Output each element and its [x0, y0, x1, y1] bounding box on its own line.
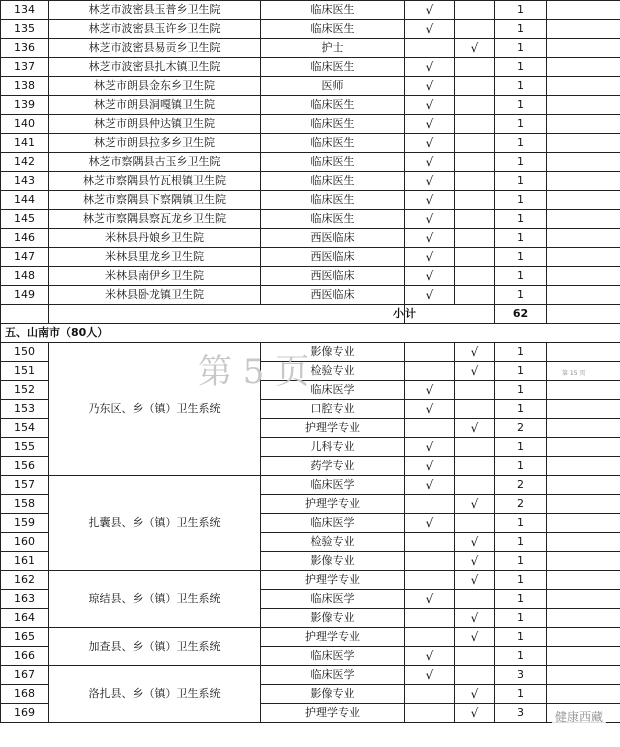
row-number-cell: 161	[1, 552, 49, 571]
headcount-cell: 2	[495, 495, 547, 514]
post-name-cell: 西医临床	[261, 229, 405, 248]
row-number-cell: 151	[1, 362, 49, 381]
note-cell	[547, 229, 620, 248]
row-number-cell: 162	[1, 571, 49, 590]
unit-name-cell: 林芝市察隅县竹瓦根镇卫生院	[49, 172, 261, 191]
row-number-cell: 145	[1, 210, 49, 229]
row-number-cell: 154	[1, 419, 49, 438]
table-row	[1, 115, 620, 134]
check-cell-a: √	[405, 77, 455, 96]
check-cell-b	[455, 400, 495, 419]
headcount-cell: 3	[495, 666, 547, 685]
headcount-cell: 1	[495, 628, 547, 647]
section-header-row	[1, 324, 620, 343]
post-name-cell: 护士	[261, 39, 405, 58]
table-row	[1, 248, 620, 267]
check-cell-b: √	[455, 362, 495, 381]
headcount-cell: 1	[495, 191, 547, 210]
check-cell-a: √	[405, 172, 455, 191]
headcount-cell: 1	[495, 172, 547, 191]
check-cell-a	[405, 628, 455, 647]
table-row	[1, 210, 620, 229]
check-cell-b: √	[455, 533, 495, 552]
unit-group-cell: 乃东区、乡（镇）卫生系统	[49, 343, 261, 476]
check-cell-a: √	[405, 191, 455, 210]
check-cell-b	[455, 381, 495, 400]
row-number-cell: 164	[1, 609, 49, 628]
row-number-cell: 163	[1, 590, 49, 609]
post-name-cell: 临床医学	[261, 476, 405, 495]
unit-name-cell: 林芝市朗县金东乡卫生院	[49, 77, 261, 96]
note-cell	[547, 666, 620, 685]
headcount-cell: 1	[495, 457, 547, 476]
headcount-cell: 1	[495, 286, 547, 305]
check-cell-b	[455, 267, 495, 286]
headcount-cell: 1	[495, 115, 547, 134]
headcount-cell: 1	[495, 552, 547, 571]
table-body	[1, 1, 620, 723]
row-number-cell: 165	[1, 628, 49, 647]
row-number-cell: 134	[1, 1, 49, 20]
wechat-source-badge: 健康西藏	[552, 708, 606, 725]
note-cell	[547, 419, 620, 438]
unit-name-cell: 林芝市波密县玉普乡卫生院	[49, 1, 261, 20]
check-cell-a	[405, 362, 455, 381]
post-name-cell: 检验专业	[261, 533, 405, 552]
check-cell-b	[455, 191, 495, 210]
headcount-cell: 1	[495, 362, 547, 381]
note-cell	[547, 267, 620, 286]
row-number-cell: 147	[1, 248, 49, 267]
note-cell	[547, 96, 620, 115]
check-cell-a: √	[405, 115, 455, 134]
unit-group-cell: 琼结县、乡（镇）卫生系统	[49, 571, 261, 628]
check-cell-b	[455, 96, 495, 115]
check-cell-a: √	[405, 438, 455, 457]
check-cell-a: √	[405, 153, 455, 172]
headcount-cell: 1	[495, 438, 547, 457]
headcount-cell: 2	[495, 419, 547, 438]
check-cell-a: √	[405, 286, 455, 305]
row-number-cell: 150	[1, 343, 49, 362]
table-row	[1, 343, 620, 362]
headcount-cell: 1	[495, 590, 547, 609]
headcount-cell: 1	[495, 533, 547, 552]
post-name-cell: 临床医生	[261, 172, 405, 191]
check-cell-a: √	[405, 229, 455, 248]
check-cell-a: √	[405, 20, 455, 39]
unit-name-cell: 林芝市朗县洞嘎镇卫生院	[49, 96, 261, 115]
note-cell	[547, 191, 620, 210]
check-cell-a: √	[405, 457, 455, 476]
unit-name-cell: 林芝市察隅县古玉乡卫生院	[49, 153, 261, 172]
note-cell	[547, 153, 620, 172]
note-cell	[547, 343, 620, 362]
table-row	[1, 20, 620, 39]
check-cell-b	[455, 20, 495, 39]
post-name-cell: 护理学专业	[261, 495, 405, 514]
headcount-cell: 1	[495, 96, 547, 115]
row-number-cell: 157	[1, 476, 49, 495]
check-cell-a: √	[405, 514, 455, 533]
headcount-cell: 3	[495, 704, 547, 723]
post-name-cell: 护理学专业	[261, 704, 405, 723]
headcount-cell: 1	[495, 58, 547, 77]
check-cell-b	[455, 286, 495, 305]
table-row	[1, 628, 620, 647]
note-cell	[547, 134, 620, 153]
table-row	[1, 191, 620, 210]
check-cell-b	[455, 666, 495, 685]
note-cell	[547, 381, 620, 400]
post-name-cell: 医师	[261, 77, 405, 96]
post-name-cell: 药学专业	[261, 457, 405, 476]
check-cell-a	[405, 552, 455, 571]
post-name-cell: 影像专业	[261, 552, 405, 571]
table-row	[1, 39, 620, 58]
unit-name-cell: 林芝市察隅县察瓦龙乡卫生院	[49, 210, 261, 229]
unit-group-cell: 洛扎县、乡（镇）卫生系统	[49, 666, 261, 723]
check-cell-a: √	[405, 400, 455, 419]
row-number-cell: 167	[1, 666, 49, 685]
post-name-cell: 临床医生	[261, 1, 405, 20]
check-cell-a	[405, 419, 455, 438]
post-name-cell: 护理学专业	[261, 419, 405, 438]
table-row	[1, 96, 620, 115]
post-name-cell: 西医临床	[261, 286, 405, 305]
row-number-cell: 149	[1, 286, 49, 305]
check-cell-b	[455, 58, 495, 77]
check-cell-b: √	[455, 419, 495, 438]
note-cell	[547, 457, 620, 476]
table-row	[1, 153, 620, 172]
check-cell-a: √	[405, 590, 455, 609]
table-row	[1, 172, 620, 191]
headcount-cell: 1	[495, 571, 547, 590]
post-name-cell: 临床医生	[261, 58, 405, 77]
section-title-cell: 五、山南市（80人）	[1, 324, 620, 343]
note-cell	[547, 305, 620, 324]
headcount-cell: 1	[495, 1, 547, 20]
post-name-cell: 临床医学	[261, 666, 405, 685]
subtotal-label-cell-b: 计	[405, 305, 495, 324]
check-cell-a	[405, 495, 455, 514]
unit-name-cell: 米林县南伊乡卫生院	[49, 267, 261, 286]
note-cell	[547, 438, 620, 457]
note-cell	[547, 248, 620, 267]
check-cell-a: √	[405, 666, 455, 685]
check-cell-a	[405, 685, 455, 704]
check-cell-b	[455, 134, 495, 153]
row-number-cell: 136	[1, 39, 49, 58]
check-cell-b	[455, 229, 495, 248]
check-cell-b: √	[455, 704, 495, 723]
note-cell	[547, 210, 620, 229]
check-cell-b	[455, 248, 495, 267]
headcount-cell: 1	[495, 210, 547, 229]
note-cell	[547, 58, 620, 77]
post-name-cell: 临床医生	[261, 20, 405, 39]
note-cell	[547, 609, 620, 628]
row-number-cell: 142	[1, 153, 49, 172]
row-number-cell: 146	[1, 229, 49, 248]
subtotal-value-cell: 62	[495, 305, 547, 324]
check-cell-a: √	[405, 1, 455, 20]
check-cell-b	[455, 590, 495, 609]
check-cell-b	[455, 77, 495, 96]
post-name-cell: 临床医学	[261, 590, 405, 609]
headcount-cell: 1	[495, 153, 547, 172]
post-name-cell: 影像专业	[261, 685, 405, 704]
note-cell	[547, 685, 620, 704]
row-number-cell: 144	[1, 191, 49, 210]
headcount-cell: 1	[495, 343, 547, 362]
post-name-cell: 临床医学	[261, 647, 405, 666]
post-name-cell: 儿科专业	[261, 438, 405, 457]
check-cell-a: √	[405, 96, 455, 115]
headcount-cell: 1	[495, 609, 547, 628]
subtotal-row	[1, 305, 620, 324]
note-cell	[547, 77, 620, 96]
check-cell-b: √	[455, 552, 495, 571]
note-cell	[547, 514, 620, 533]
check-cell-a: √	[405, 58, 455, 77]
unit-name-cell: 林芝市波密县易贡乡卫生院	[49, 39, 261, 58]
row-number-cell: 152	[1, 381, 49, 400]
note-cell	[547, 20, 620, 39]
row-number-cell: 139	[1, 96, 49, 115]
table-row	[1, 58, 620, 77]
row-number-cell: 140	[1, 115, 49, 134]
note-cell	[547, 552, 620, 571]
headcount-cell: 1	[495, 77, 547, 96]
post-name-cell: 临床医生	[261, 191, 405, 210]
table-row	[1, 229, 620, 248]
row-number-cell: 143	[1, 172, 49, 191]
row-number-cell: 135	[1, 20, 49, 39]
table-row	[1, 1, 620, 20]
note-cell	[547, 400, 620, 419]
unit-group-cell: 加查县、乡（镇）卫生系统	[49, 628, 261, 666]
check-cell-a: √	[405, 210, 455, 229]
headcount-cell: 1	[495, 248, 547, 267]
post-name-cell: 影像专业	[261, 343, 405, 362]
unit-name-cell: 林芝市波密县玉许乡卫生院	[49, 20, 261, 39]
headcount-cell: 1	[495, 20, 547, 39]
row-number-cell: 155	[1, 438, 49, 457]
headcount-cell: 2	[495, 476, 547, 495]
check-cell-b	[455, 647, 495, 666]
note-cell	[547, 286, 620, 305]
row-number-cell: 141	[1, 134, 49, 153]
check-cell-b	[455, 172, 495, 191]
note-cell	[547, 1, 620, 20]
post-name-cell: 临床医学	[261, 381, 405, 400]
check-cell-a: √	[405, 476, 455, 495]
row-number-cell: 158	[1, 495, 49, 514]
table-row	[1, 134, 620, 153]
row-number-cell: 138	[1, 77, 49, 96]
check-cell-a	[405, 39, 455, 58]
check-cell-a	[405, 343, 455, 362]
headcount-cell: 1	[495, 685, 547, 704]
page-number-label: 第 15 页	[562, 370, 586, 377]
unit-group-cell: 扎囊县、乡（镇）卫生系统	[49, 476, 261, 571]
check-cell-a	[405, 704, 455, 723]
row-number-cell: 153	[1, 400, 49, 419]
post-name-cell: 临床医生	[261, 153, 405, 172]
note-cell	[547, 628, 620, 647]
note-cell	[547, 476, 620, 495]
headcount-cell: 1	[495, 400, 547, 419]
check-cell-b	[455, 514, 495, 533]
headcount-cell: 1	[495, 267, 547, 286]
post-name-cell: 临床医生	[261, 134, 405, 153]
note-cell	[547, 39, 620, 58]
post-name-cell: 临床医生	[261, 115, 405, 134]
check-cell-b	[455, 115, 495, 134]
check-cell-b: √	[455, 628, 495, 647]
row-number-cell: 159	[1, 514, 49, 533]
headcount-cell: 1	[495, 39, 547, 58]
check-cell-a: √	[405, 248, 455, 267]
check-cell-b	[455, 153, 495, 172]
row-number-cell: 148	[1, 267, 49, 286]
check-cell-b	[455, 210, 495, 229]
row-number-cell: 169	[1, 704, 49, 723]
post-name-cell: 检验专业	[261, 362, 405, 381]
check-cell-b: √	[455, 571, 495, 590]
post-name-cell: 护理学专业	[261, 628, 405, 647]
note-cell	[547, 172, 620, 191]
post-name-cell: 影像专业	[261, 609, 405, 628]
note-cell	[547, 115, 620, 134]
post-name-cell: 护理学专业	[261, 571, 405, 590]
post-name-cell: 口腔专业	[261, 400, 405, 419]
row-number-cell: 156	[1, 457, 49, 476]
unit-name-cell: 米林县丹娘乡卫生院	[49, 229, 261, 248]
check-cell-a: √	[405, 134, 455, 153]
table-row	[1, 286, 620, 305]
check-cell-b: √	[455, 609, 495, 628]
unit-name-cell: 林芝市朗县拉多乡卫生院	[49, 134, 261, 153]
headcount-cell: 1	[495, 514, 547, 533]
check-cell-b: √	[455, 685, 495, 704]
note-cell	[547, 571, 620, 590]
note-cell	[547, 495, 620, 514]
unit-name-cell: 林芝市波密县扎木镇卫生院	[49, 58, 261, 77]
post-name-cell: 西医临床	[261, 248, 405, 267]
check-cell-b: √	[455, 495, 495, 514]
post-name-cell: 临床医学	[261, 514, 405, 533]
headcount-cell: 1	[495, 134, 547, 153]
check-cell-b	[455, 438, 495, 457]
note-cell	[547, 590, 620, 609]
headcount-cell: 1	[495, 647, 547, 666]
post-name-cell: 临床医生	[261, 210, 405, 229]
table-row	[1, 267, 620, 286]
page-watermark: 第 5 页	[198, 352, 310, 392]
headcount-cell: 1	[495, 381, 547, 400]
row-number-cell: 137	[1, 58, 49, 77]
post-name-cell: 西医临床	[261, 267, 405, 286]
unit-name-cell: 米林县卧龙镇卫生院	[49, 286, 261, 305]
check-cell-b	[455, 1, 495, 20]
table-row	[1, 476, 620, 495]
row-number-cell: 168	[1, 685, 49, 704]
table-row	[1, 571, 620, 590]
unit-name-cell: 林芝市朗县仲达镇卫生院	[49, 115, 261, 134]
post-name-cell: 临床医生	[261, 96, 405, 115]
check-cell-a	[405, 533, 455, 552]
table-row	[1, 77, 620, 96]
check-cell-a	[405, 571, 455, 590]
check-cell-a: √	[405, 647, 455, 666]
subtotal-blank-cell	[1, 305, 49, 324]
headcount-cell: 1	[495, 229, 547, 248]
subtotal-label-cell: 小	[49, 305, 405, 324]
row-number-cell: 166	[1, 647, 49, 666]
check-cell-a	[405, 609, 455, 628]
check-cell-b: √	[455, 39, 495, 58]
check-cell-a: √	[405, 267, 455, 286]
check-cell-b: √	[455, 343, 495, 362]
row-number-cell: 160	[1, 533, 49, 552]
note-cell	[547, 647, 620, 666]
note-cell	[547, 533, 620, 552]
check-cell-b	[455, 457, 495, 476]
check-cell-a: √	[405, 381, 455, 400]
unit-name-cell: 林芝市察隅县下察隅镇卫生院	[49, 191, 261, 210]
unit-name-cell: 米林县里龙乡卫生院	[49, 248, 261, 267]
check-cell-b	[455, 476, 495, 495]
table-row	[1, 666, 620, 685]
